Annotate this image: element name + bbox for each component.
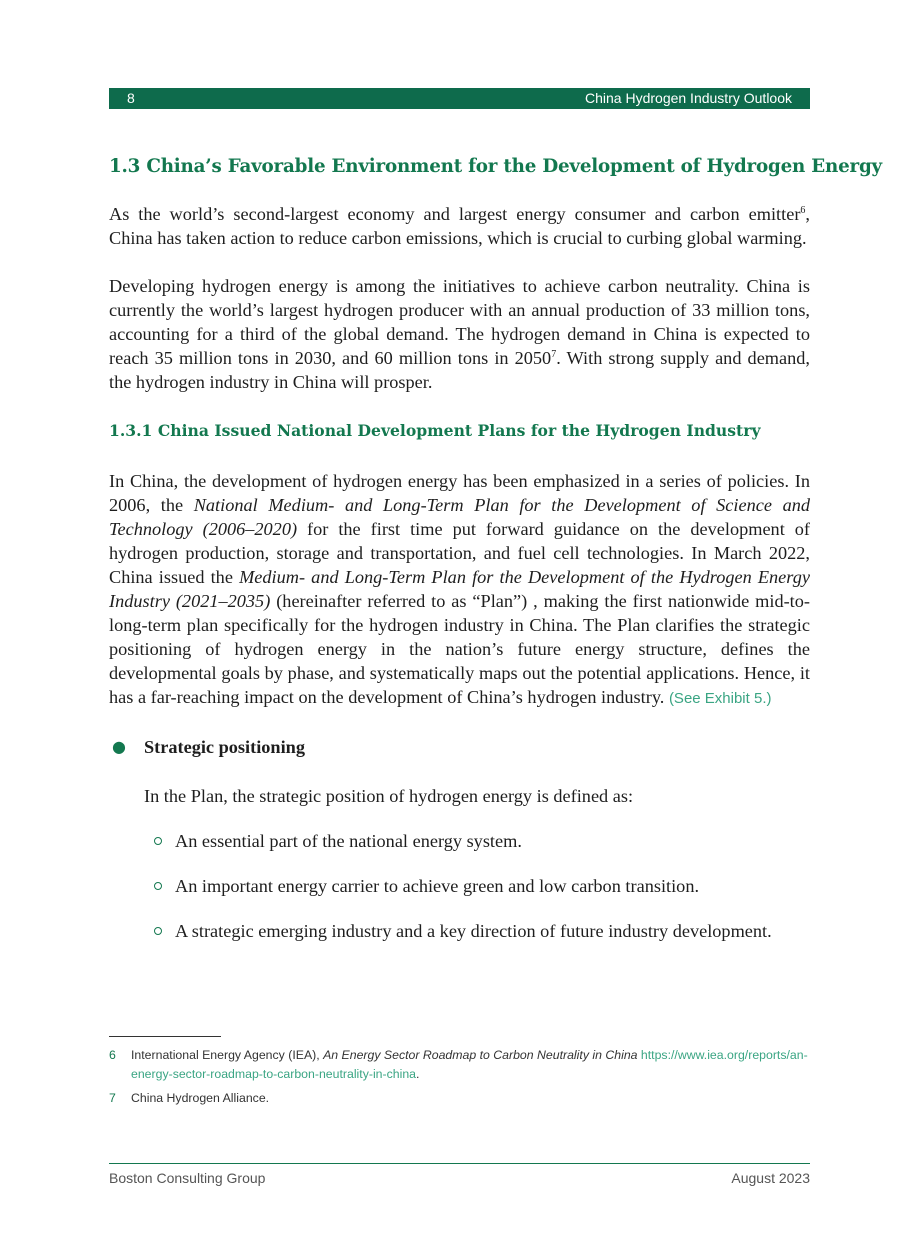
section-heading: 1.3 China’s Favorable Environment for the Development of Hydrogen Energy [109,156,882,177]
list-item: An essential part of the national energy system. [109,829,810,853]
bullet-intro: In the Plan, the strategic position of hydrogen energy is defined as: [144,786,634,806]
header-bar [109,88,810,109]
footnote-number: 6 [109,1048,116,1062]
list-item: An important energy carrier to achieve green and low carbon transition. [109,874,810,898]
page-number: 8 [127,90,135,106]
plan-title-2022: Medium- and Long-Term Plan for the Development of the Hydrogen Energy Industry (2021–2035) [109,567,810,611]
positioning-list [109,829,810,943]
subsection-heading: 1.3.1 China Issued National Development Plans for the Hydrogen Industry [109,421,761,440]
list-item: A strategic emerging industry and a key direction of future industry development. [109,919,810,943]
footer-date: August 2023 [731,1170,810,1186]
footer-divider [109,1163,810,1164]
circle-bullet-icon [154,837,162,845]
bullet-dot-icon: ● [112,737,126,756]
main-content [109,152,882,943]
report-title: China Hydrogen Industry Outlook [585,90,792,106]
bullet-strategic-positioning [109,735,810,759]
paragraph-policies: In China, the development of hydrogen energy has been emphasized in a series of policies. In 2006, the National Medium- and Long-Term Plan for the Development of Science and Technology (2006–2020) for the first time put forward guidance on the development of hydrogen production, storage and transportation, and fuel cell technologies. In March 2022, China issued the Medium- and Long-Term Plan for the Development of the Hydrogen Energy Industry (2021–2035) (hereinafter referred to as “Plan”) , making the first nationwide mid-to-long-term plan specifically for the hydrogen industry in China. The Plan clarifies the strategic positioning of hydrogen energy in the nation’s future energy structure, defines the developmental goals by phase, and systematically maps out the potential applications. Hence, it has a far-reaching impact on the development of China’s hydrogen industry. (See Exhibit 5.) [109,471,811,707]
footnote-7: 7 China Hydrogen Alliance. [109,1089,810,1108]
footnote-source-title: An Energy Sector Roadmap to Carbon Neutrality in China [323,1048,638,1062]
paragraph-economy: As the world’s second-largest economy and largest energy consumer and carbon emitter$^6$, China has taken action to reduce carbon emissions, which is crucial to curbing global warming. [109,204,810,248]
paragraph-hydrogen-demand: Developing hydrogen energy is among the initiatives to achieve carbon neutrality. China is currently the world’s largest hydrogen producer with an annual production of 33 million tons, accounting for a third of the global demand. The hydrogen demand in China is expected to reach 35 million tons in 2030, and 60 million tons in 2050$^7$. With strong supply and demand, the hydrogen industry in China will prosper. [109,276,810,392]
circle-bullet-icon [154,927,162,935]
footer-publisher: Boston Consulting Group [109,1170,266,1186]
footnote-6: 6 International Energy Agency (IEA), An Energy Sector Roadmap to Carbon Neutrality in China https://www.iea.org/reports/an-energy-sector-roadmap-to-carbon-neutrality-in-china. [109,1048,808,1081]
exhibit-link[interactable]: (See Exhibit 5.) [668,690,772,707]
footnote-ref-7[interactable]: 7 [551,348,557,360]
plan-title-2006: National Medium- and Long-Term Plan for the Development of Science and Technology (2006–2020) [109,495,811,539]
footnote-ref-6[interactable]: 6 [800,204,806,216]
footnotes [109,1046,810,1108]
footnote-divider [109,1036,221,1037]
bullet-label: Strategic positioning [144,737,305,757]
footnote-number: 7 [109,1091,116,1105]
footnote-url-link[interactable]: https://www.iea.org/reports/an-energy-sector-roadmap-to-carbon-neutrality-in-china [131,1048,808,1081]
circle-bullet-icon [154,882,162,890]
